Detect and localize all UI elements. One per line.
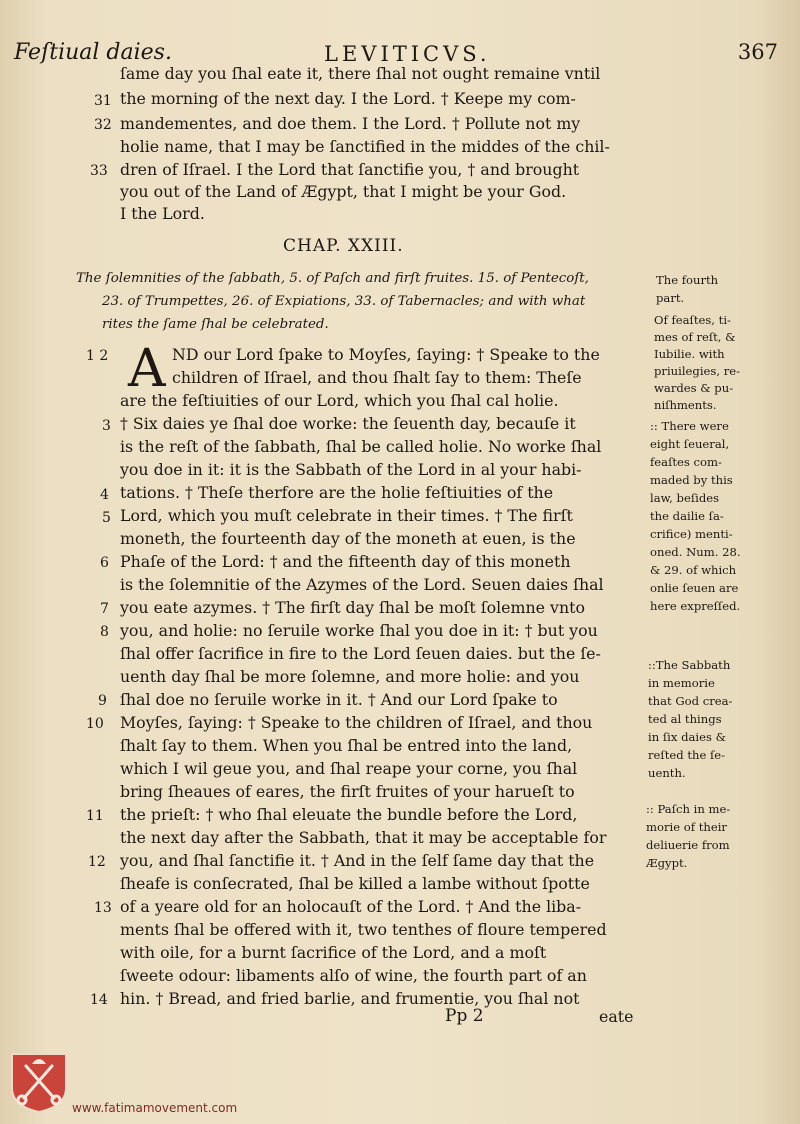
margin-note-line: Iubilie. with [654,347,725,361]
verse-number: 33 [90,163,108,179]
margin-note-line: in memorie [648,676,715,690]
running-head-book-title: LEVITICVS. [324,42,491,66]
text-line: I the Lord. [120,204,205,223]
text-line: Lord, which you muſt celebrate in their times. † The firſt [120,506,573,525]
verse-number: 3 [102,418,111,434]
verse-number: 8 [100,624,109,640]
verse-number: 6 [100,555,109,571]
margin-note-line: the dailie ſa- [650,509,724,523]
text-line: ments ſhal be offered with it, two tenthes of floure tempered [120,920,607,939]
text-line: ſweete odour: libaments alſo of wine, the fourth part of an [120,966,587,985]
margin-note-line: oned. Num. 28. [650,545,741,559]
text-line: moneth, the fourteenth day of the moneth at euen, is the [120,529,576,548]
argument-line: 23. of Trumpettes, 26. of Expiations, 33. of Tabernacles; and with what [102,294,586,309]
verse-number: 13 [94,900,112,916]
text-line: the morning of the next day. I the Lord. † Keepe my com- [120,89,576,108]
margin-note-line: in ſix daies & [648,730,726,744]
text-line: Phaſe of the Lord: † and the fifteenth day of this moneth [120,552,571,571]
text-line: Moyſes, ſaying: † Speake to the children of Iſrael, and thou [120,713,593,732]
page-number: 367 [737,40,778,64]
text-line: tations. † Theſe therfore are the holie feſtiuities of the [120,483,554,502]
margin-note-line: Of feaſtes, ti- [654,313,731,327]
argument-line: rites the ſame ſhal be celebrated. [102,317,329,332]
text-line: children of Iſrael, and thou ſhalt ſay to them: Theſe [172,368,582,387]
verse-number: 5 [102,510,111,526]
papal-keys-logo-icon [10,1052,68,1114]
verse-number: 4 [100,487,109,503]
verse-number: 7 [100,601,109,617]
verse-number: 10 [86,716,104,732]
verse-number: 14 [90,992,108,1008]
text-line: you, and holie: no ſeruile worke ſhal you doe in it: † but you [120,621,598,640]
text-line: is the ſolemnitie of the Azymes of the Lord. Seuen daies ſhal [120,575,604,594]
margin-note-line: ::The Sabbath [648,658,731,672]
verse-number: 31 [94,93,112,109]
text-line: bring ſheaues of eares, the firſt fruites of your harueſt to [120,782,575,801]
margin-note-line: crifice) menti- [650,527,733,541]
verse-number: 11 [86,808,104,824]
margin-note-line: priuilegies, re- [654,364,741,378]
argument-line: The ſolemnities of the ſabbath, 5. of Paſch and firſt fruites. 15. of Pentecoſt, [76,271,589,286]
margin-note-line: part. [656,291,685,305]
text-line: mandementes, and doe them. I the Lord. † Pollute not my [120,114,581,133]
verse-number: 9 [98,693,107,709]
text-line: the next day after the Sabbath, that it may be acceptable for [120,828,607,847]
signature-mark: Pp 2 [445,1006,484,1026]
verse-number: 32 [94,117,112,133]
margin-note-line: feaſtes com- [650,455,722,469]
margin-note-line: deliuerie from [646,838,730,852]
margin-note-line: & 29. of which [650,563,737,577]
margin-note-line: Ægypt. [646,856,688,870]
text-line: the prieſt: † who ſhal eleuate the bundle before the Lord, [120,805,578,824]
text-line: you out of the Land of Ægypt, that I might be your God. [120,182,567,201]
website-watermark: www.fatimamovement.com [72,1101,238,1115]
margin-note-line: :: Paſch in me- [646,802,731,816]
text-line: dren of Iſrael. I the Lord that ſanctifie you, † and brought [120,160,580,179]
margin-note-line: here expreſſed. [650,599,741,613]
margin-note-line: mes of reſt, & [654,330,736,344]
text-line: ſheafe is conſecrated, ſhal be killed a lambe without ſpotte [120,874,590,893]
text-line: of a yeare old for an holocauſt of the Lord. † And the liba- [120,897,582,916]
text-line: with oile, for a burnt ſacrifice of the Lord, and a moſt [120,943,547,962]
drop-cap: A [128,339,166,399]
margin-note-line: reſted the ſe- [648,748,726,762]
text-line: ſhal doe no ſeruile worke in it. † And our Lord ſpake to [120,690,558,709]
margin-note-line: :: There were [650,419,729,433]
margin-note-line: niſhments. [654,398,717,412]
text-line: holie name, that I may be ſanctified in the middes of the chil- [120,137,610,156]
chapter-heading: CHAP. XXIII. [283,236,404,256]
text-line: uenth day ſhal be more ſolemne, and more holie: and you [120,667,580,686]
running-head-left: Feſtiual daies. [14,40,172,65]
text-line: are the feſtiuities of our Lord, which you ſhal cal holie. [120,391,559,410]
text-line: ſame day you ſhal eate it, there ſhal not ought remaine vntil [120,64,601,83]
margin-note-line: law, beſides [650,491,720,505]
margin-note-line: maded by this [650,473,733,487]
text-line: hin. † Bread, and fried barlie, and frumentie, you ſhal not [120,989,580,1008]
margin-note-line: The fourth [656,273,719,287]
margin-note-line: morie of their [646,820,727,834]
margin-note-line: ted al things [648,712,722,726]
verse-number: 1 2 [86,348,109,364]
text-line: you doe in it: it is the Sabbath of the Lord in al your habi- [120,460,582,479]
text-line: is the reſt of the ſabbath, ſhal be called holie. No worke ſhal [120,437,602,456]
margin-note-line: that God crea- [648,694,733,708]
margin-note-line: onlie ſeuen are [650,581,739,595]
text-line: ſhal offer ſacrifice in fire to the Lord ſeuen daies. but the ſe- [120,644,601,663]
text-line: you, and ſhal ſanctifie it. † And in the ſelf ſame day that the [120,851,595,870]
text-line: you eate azymes. † The firſt day ſhal be moſt ſolemne vnto [120,598,585,617]
catchword: eate [599,1007,634,1026]
text-line: ND our Lord ſpake to Moyſes, ſaying: † Speake to the [172,345,600,364]
text-line: † Six daies ye ſhal doe worke: the ſeuenth day, becauſe it [120,414,576,433]
text-line: which I wil geue you, and ſhal reape your corne, you ſhal [120,759,578,778]
margin-note-line: eight ſeueral, [650,437,730,451]
verse-number: 12 [88,854,106,870]
text-line: ſhalt ſay to them. When you ſhal be entred into the land, [120,736,573,755]
margin-note-line: uenth. [648,766,686,780]
margin-note-line: wardes & pu- [654,381,734,395]
